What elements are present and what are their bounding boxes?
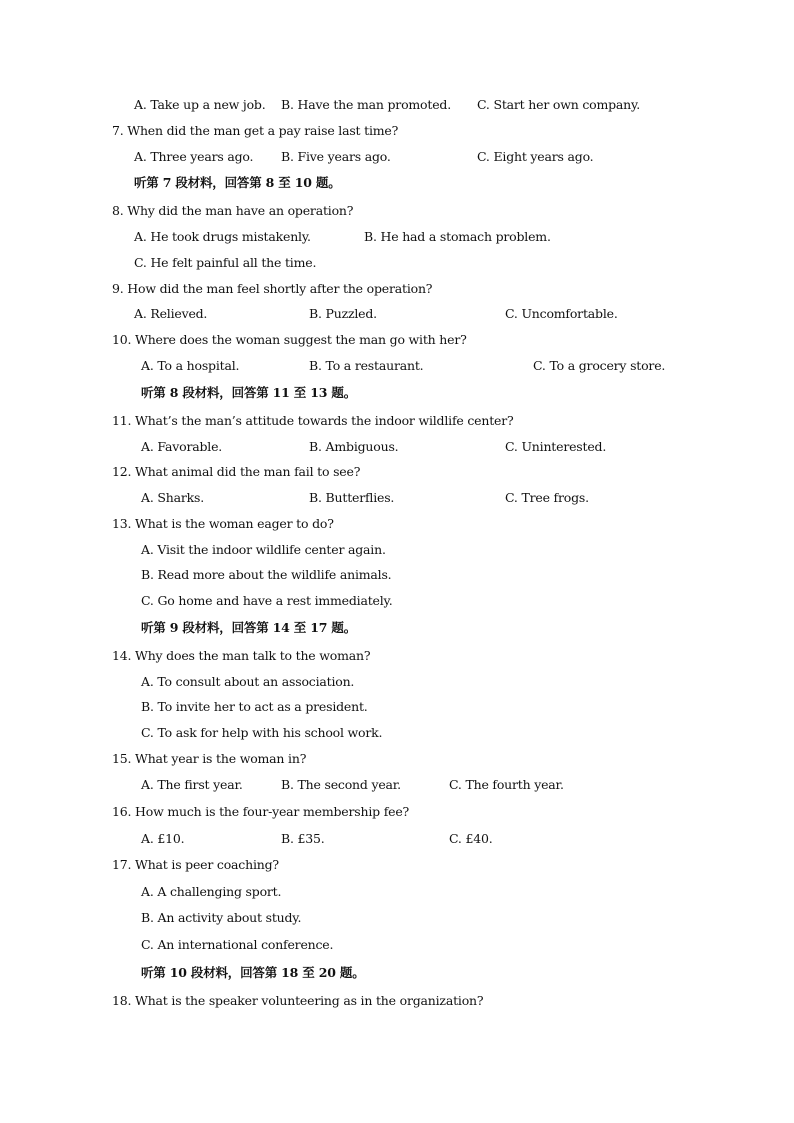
question-text: 8. Why did the man have an operation? xyxy=(112,203,354,218)
section-instruction: 听第 7 段材料，回答第 8 至 10 题。 xyxy=(134,175,341,190)
answer-option: B. Read more about the wildlife animals. xyxy=(141,567,392,582)
answer-option: A. He took drugs mistakenly. xyxy=(134,229,311,244)
answer-option: A. To consult about an association. xyxy=(141,674,355,689)
answer-option: A. Three years ago. xyxy=(134,149,254,164)
answer-option: A. Favorable. xyxy=(141,439,223,454)
question-text: 11. What’s the man’s attitude towards the indoor wildlife center? xyxy=(112,413,514,428)
section-instruction: 听第 10 段材料，回答第 18 至 20 题。 xyxy=(141,965,365,980)
answer-option: C. Go home and have a rest immediately. xyxy=(141,593,393,608)
answer-option: A. Sharks. xyxy=(141,490,204,505)
answer-option: B. Butterflies. xyxy=(309,490,395,505)
question-text: 7. When did the man get a pay raise last time? xyxy=(112,123,399,138)
answer-option: B. Have the man promoted. xyxy=(281,97,451,112)
answer-option: B. Ambiguous. xyxy=(309,439,399,454)
answer-option: B. An activity about study. xyxy=(141,910,302,925)
question-text: 18. What is the speaker volunteering as in the organization? xyxy=(112,993,484,1008)
answer-option: B. Puzzled. xyxy=(309,306,377,321)
answer-option: B. Five years ago. xyxy=(281,149,391,164)
question-text: 16. How much is the four-year membership fee? xyxy=(112,804,410,819)
answer-option: C. Eight years ago. xyxy=(477,149,594,164)
answer-option: C. Tree frogs. xyxy=(505,490,589,505)
answer-option: A. Take up a new job. xyxy=(134,97,266,112)
answer-option: A. £10. xyxy=(141,831,185,846)
answer-option: C. £40. xyxy=(449,831,493,846)
answer-option: A. Visit the indoor wildlife center again. xyxy=(141,542,386,557)
question-text: 10. Where does the woman suggest the man go with her? xyxy=(112,332,467,347)
answer-option: B. To invite her to act as a president. xyxy=(141,699,368,714)
answer-option: A. A challenging sport. xyxy=(141,884,282,899)
question-text: 9. How did the man feel shortly after the operation? xyxy=(112,281,433,296)
question-text: 17. What is peer coaching? xyxy=(112,857,279,872)
question-text: 13. What is the woman eager to do? xyxy=(112,516,334,531)
answer-option: B. £35. xyxy=(281,831,325,846)
question-text: 15. What year is the woman in? xyxy=(112,751,307,766)
answer-option: A. The first year. xyxy=(141,777,243,792)
answer-option: B. The second year. xyxy=(281,777,401,792)
answer-option: A. To a hospital. xyxy=(141,358,240,373)
answer-option: C. Uninterested. xyxy=(505,439,607,454)
answer-option: C. Uncomfortable. xyxy=(505,306,618,321)
question-text: 12. What animal did the man fail to see? xyxy=(112,464,361,479)
section-instruction: 听第 9 段材料，回答第 14 至 17 题。 xyxy=(141,620,356,635)
answer-option: C. Start her own company. xyxy=(477,97,640,112)
question-text: 14. Why does the man talk to the woman? xyxy=(112,648,371,663)
answer-option: A. Relieved. xyxy=(134,306,208,321)
answer-option: C. An international conference. xyxy=(141,937,334,952)
answer-option: C. To ask for help with his school work. xyxy=(141,725,383,740)
answer-option: B. He had a stomach problem. xyxy=(364,229,551,244)
answer-option: C. The fourth year. xyxy=(449,777,564,792)
answer-option: B. To a restaurant. xyxy=(309,358,424,373)
section-instruction: 听第 8 段材料，回答第 11 至 13 题。 xyxy=(141,385,356,400)
answer-option: C. He felt painful all the time. xyxy=(134,255,317,270)
answer-option: C. To a grocery store. xyxy=(533,358,666,373)
